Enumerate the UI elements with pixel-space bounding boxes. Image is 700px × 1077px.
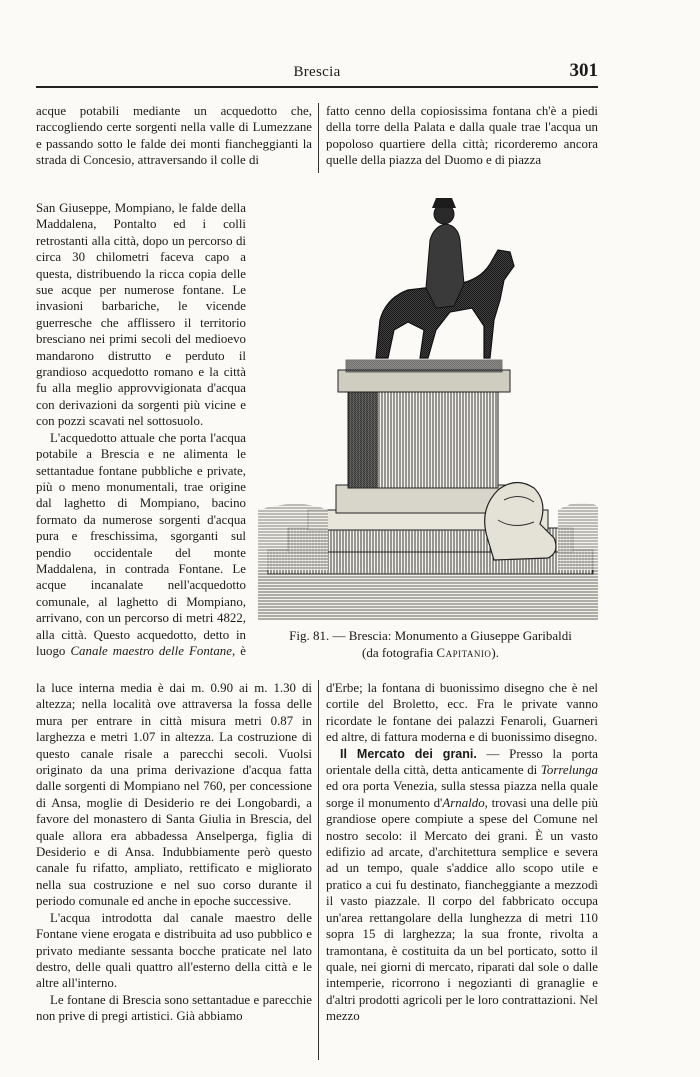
figure-caption (258, 627, 603, 661)
right-column-top (326, 103, 598, 183)
left-column-narrow (36, 200, 246, 660)
italic-term: Torrelunga (540, 763, 598, 778)
paragraph: d'Erbe; la fontana di buonissimo disegno che è nel cortile del Broletto, ecc. Fra le private vanno ricordate le fontane dei palazzi Fenaroli, Guarneri ed altre, di fattura moderna e di buonissimo disegno. (326, 681, 598, 745)
page-header (36, 60, 598, 88)
column-rule-upper (318, 103, 319, 173)
page-number: 301 (569, 60, 598, 81)
left-column-bottom (36, 680, 312, 1060)
italic-term: Canale maestro delle Fontane (70, 643, 232, 658)
paragraph: Le fontane di Brescia sono settantadue e parecchie non prive di pregi artistici. Già abbiamo (36, 992, 312, 1024)
cornice-top (346, 360, 502, 372)
caption-source: (da fotografia Capitanio). (362, 645, 499, 660)
paragraph: la luce interna media è dai m. 0.90 ai m. 1.30 di altezza; nella località ove attraversa la fossa delle mura per entrare in città misura metri 0.87 in larghezza e metri 1.07 in altezza. La costruzione di questo canale risale a parecchi secoli. Vuolsi originato da una prima derivazione d'acqua fatta dalle sorgenti di Mompiano nel 760, per concessione di Ansa, moglie di Desiderio re dei Longobardi, a favore del monastero di Santa Giulia in Brescia, del quale allora era abbadessa Anselperga, figlia di Desiderio e di Ansa. Indubbiamente però questo canale fu rifatto, ampliato, rettificato e migliorato nella sua costruzione e nel suo corso durante il periodo comunale ed anche in epoche successive. (36, 681, 312, 909)
rider-hat (432, 198, 456, 208)
ground (258, 570, 598, 620)
column-rule-lower (318, 680, 319, 1060)
paragraph: fatto cenno della copiosissima fontana ch'è a piedi della torre della Palata e dalla quale trae l'acqua un popoloso quartiere della città; ricorderemo ancora quelle della piazza del Duomo e di piazza (326, 104, 598, 168)
running-title: Brescia (293, 64, 341, 80)
paragraph: San Giuseppe, Mompiano, le falde della Maddalena, Pontalto ed i colli retrostanti alla città, dopo un percorso di circa 30 chilometri faceva capo a questa, distribuendo la ricca copia delle sue acque per numerose fontane. Le invasioni barbariche, le vicende guerresche che afflissero il territorio bresciano nei primi secoli del medioevo mandarono distrutto e perduto il grandioso acquedotto romano e la città fu alla meglio approvvigionata d'acqua con derivazioni da sorgenti più vicine e con pozzi scavati nel sottosuolo. (36, 201, 246, 429)
right-column-bottom (326, 680, 598, 1060)
monument-engraving (258, 180, 598, 620)
rider (426, 224, 464, 308)
section-heading: Il Mercato dei grani. (340, 746, 477, 761)
cornice (338, 370, 510, 392)
paragraph: L'acqua introdotta dal canale maestro delle Fontane viene erogata e distribuita ad uso pubblico e privato mediante sessanta bocche praticate nel lato destro, delle quali quattro all'esterno della città e le altre all'interno. (36, 910, 312, 991)
paragraph: L'acquedotto attuale che porta l'acqua potabile a Brescia e ne alimenta le settantadue fontane pubbliche e private, più o meno monumentali, trae origine dal laghetto di Mompiano, bacino formato da numerose sorgenti d'acqua pura e freschissima, sgorganti sul pendio occidentale del monte Maddalena, in contrada Fontane. Le acque incanalate nell'acquedotto comunale, al laghetto di Mompiano, arrivano, con un percorso di metri 4822, alla città. Questo acquedotto, detto in luogo Canale maestro delle Fontane, è (36, 430, 246, 658)
caption-main: Fig. 81. — Brescia: Monumento a Giuseppe Garibaldi (289, 628, 572, 643)
paragraph: acque potabili mediante un acquedotto che, raccogliendo certe sorgenti nella valle di Lumezzane e passando sotto le falde dei monti fiancheggianti la strada di Concesio, attraversando il colle di (36, 104, 312, 168)
pedestal-shaft-shade (348, 390, 378, 488)
paragraph: Il Mercato dei grani. — Presso la porta orientale della città, detta anticamente di Torrelunga ed ora porta Venezia, sulla stessa piazza nella quale sorge il monumento d'Arnaldo, trovasi una delle più grandiose opere compiute a spese del Comune nel nostro secolo: il Mercato dei grani. È un vasto edifizio ad arcate, d'architettura semplice e severa ad un tempo, quale s'addice allo scopo utile e pratico a cui fu destinato, fiancheggiante a mezzodì il vasto piazzale. Il corpo del fabbricato occupa un'area rettangolare della lunghezza di metri 110 sopra 15 di larghezza; la sua fronte, rivolta a tramontana, è costituita da un bel porticato, sotto il quale, nei giorni di mercato, riparati dal sole o dalle intemperie, ricorrono i negozianti di granaglie e d'altri prodotti agricoli per le loro contrattazioni. Nel mezzo (326, 746, 598, 1024)
photographer-name: Capitanio (436, 645, 492, 660)
figure-garibaldi-monument (258, 180, 598, 620)
italic-term: Arnaldo (442, 795, 485, 810)
